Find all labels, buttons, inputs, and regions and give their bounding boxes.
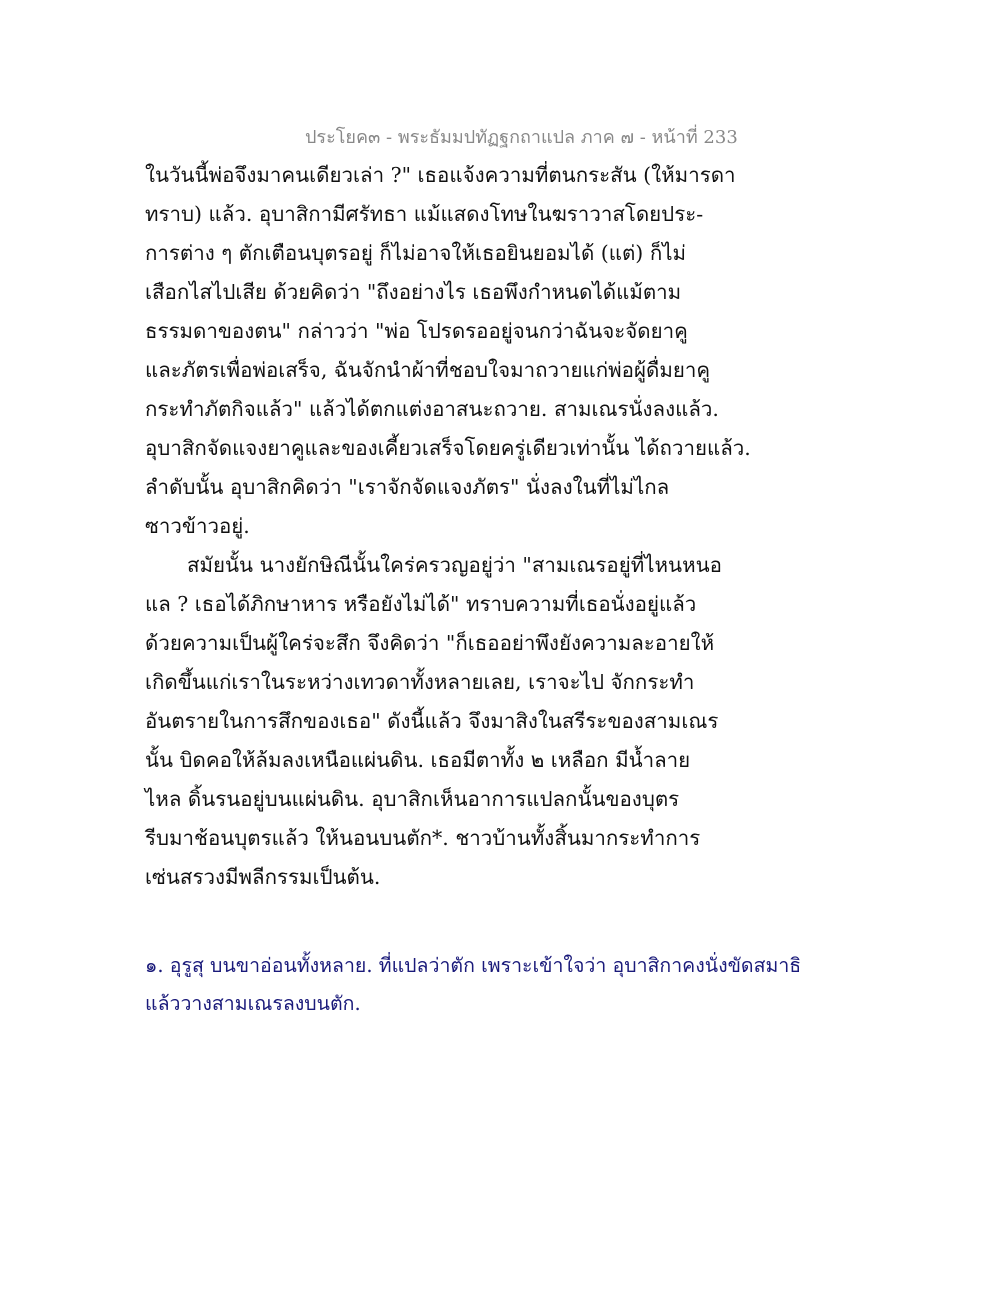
- running-header: ประโยค๓ - พระธัมมปทัฏฐกถาแปล ภาค ๗ - หน้าที่ 233: [305, 127, 738, 148]
- body-line: อันตรายในการสึกของเธอ" ดังนี้แล้ว จึงมาสิงในสรีระของสามเณร: [145, 709, 719, 733]
- body-line: รีบมาช้อนบุตรแล้ว ให้นอนบนตัก*. ชาวบ้านทั้งสิ้นมากระทำการ: [145, 826, 701, 850]
- body-line: ลำดับนั้น อุบาสิกคิดว่า "เราจักจัดแจงภัตร" นั่งลงในที่ไม่ไกล: [145, 475, 670, 499]
- body-line: และภัตรเพื่อพ่อเสร็จ, ฉันจักนำผ้าที่ชอบใจมาถวายแก่พ่อผู้ดื่มยาคู: [145, 358, 711, 382]
- body-line: ธรรมดาของตน" กล่าวว่า "พ่อ โปรดรออยู่จนกว่าฉันจะจัดยาคู: [145, 319, 688, 343]
- body-line: ไหล ดิ้นรนอยู่บนแผ่นดิน. อุบาสิกเห็นอาการแปลกนั้นของบุตร: [145, 787, 680, 811]
- body-line: แล ? เธอได้ภิกษาหาร หรือยังไม่ได้" ทราบความที่เธอนั่งอยู่แล้ว: [145, 592, 697, 616]
- body-line: นั้น บิดคอให้ล้มลงเหนือแผ่นดิน. เธอมีตาทั้ง ๒ เหลือก มีน้ำลาย: [145, 748, 691, 772]
- body-line: การต่าง ๆ ตักเตือนบุตรอยู่ ก็ไม่อาจให้เธอยินยอมได้ (แต่) ก็ไม่: [145, 241, 687, 265]
- body-line: กระทำภัตกิจแล้ว" แล้วได้ตกแต่งอาสนะถวาย. สามเณรนั่งลงแล้ว.: [145, 397, 719, 421]
- body-line: ในวันนี้พ่อจึงมาคนเดียวเล่า ?" เธอแจ้งความที่ตนกระสัน (ให้มารดา: [145, 163, 736, 187]
- footnote-line: แล้ววางสามเณรลงบนตัก.: [145, 992, 361, 1015]
- footnotes: [145, 947, 802, 1023]
- footnote-line: ๑. อุรูสุ บนขาอ่อนทั้งหลาย. ที่แปลว่าตัก เพราะเข้าใจว่า อุบาสิกาคงนั่งขัดสมาธิ: [145, 954, 802, 977]
- body-line: ทราบ) แล้ว. อุบาสิกามีศรัทธา แม้แสดงโทษในฆราวาสโดยประ-: [145, 202, 704, 226]
- body-line: ซาวข้าวอยู่.: [145, 514, 250, 538]
- body-text: [145, 156, 751, 897]
- paragraph-start-line: สมัยนั้น นางยักษิณีนั้นใคร่ครวญอยู่ว่า "สามเณรอยู่ที่ไหนหนอ: [187, 553, 722, 577]
- body-line: ด้วยความเป็นผู้ใคร่จะสึก จึงคิดว่า "ก็เธออย่าพึงยังความละอายให้: [145, 631, 715, 655]
- body-line: เซ่นสรวงมีพลีกรรมเป็นต้น.: [145, 865, 381, 889]
- body-line: อุบาสิกจัดแจงยาคูและของเคี้ยวเสร็จโดยครู่เดียวเท่านั้น ได้ถวายแล้ว.: [145, 436, 751, 460]
- body-line: เสือกไสไปเสีย ด้วยคิดว่า "ถึงอย่างไร เธอพึงกำหนดได้แม้ตาม: [145, 280, 682, 304]
- body-line: เกิดขึ้นแก่เราในระหว่างเทวดาทั้งหลายเลย, เราจะไป จักกระทำ: [145, 670, 695, 694]
